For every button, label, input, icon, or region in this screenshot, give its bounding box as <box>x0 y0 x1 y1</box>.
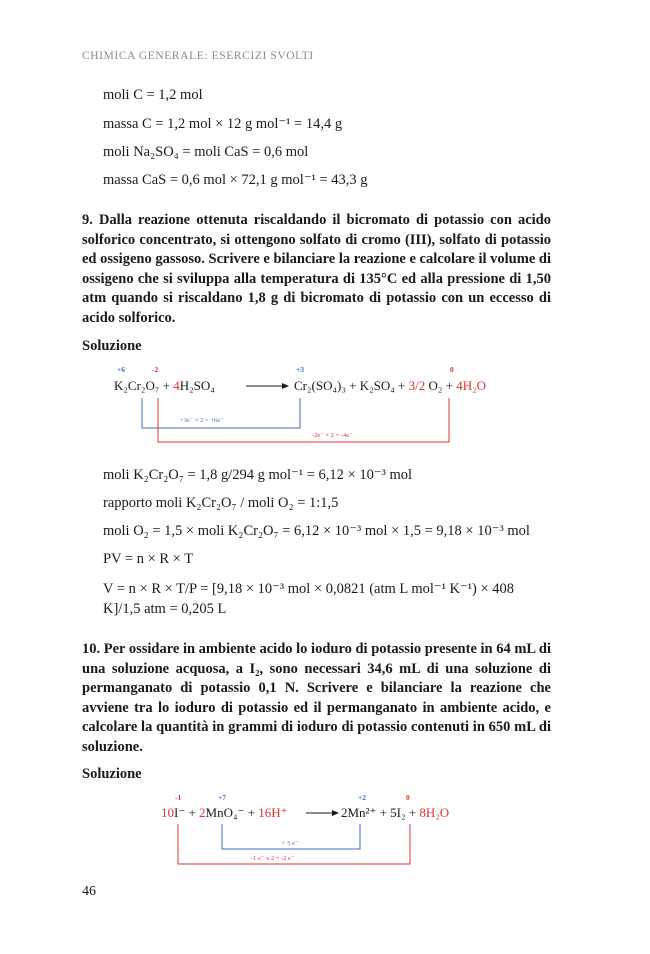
coef-h2so4: 4 <box>173 378 180 393</box>
arrow-head-icon <box>282 383 289 389</box>
ox-state-cr: +6 <box>117 365 126 374</box>
reactant-k2cr2o7: K₂Cr₂O₇ + <box>114 378 174 393</box>
product-o2: O₂ + <box>425 378 457 393</box>
solution-label: Soluzione <box>82 766 142 782</box>
equation-1-right <box>294 378 486 393</box>
calc-line: moli Na₂SO₄ = moli CaS = 0,6 mol <box>103 144 309 160</box>
product-cr2so43: Cr₂(SO₄)₃ + K₂SO₄ + <box>294 378 409 393</box>
reactant-h: 16H⁺ <box>258 805 288 820</box>
calc-line: rapporto moli K₂Cr₂O₇ / moli O₂ = 1:1,5 <box>103 495 339 511</box>
coef-i: 10 <box>161 805 174 820</box>
running-header: CHIMICA GENERALE: ESERCIZI SVOLTI <box>82 50 314 62</box>
product-mn: 2Mn²⁺ + 5I₂ + <box>341 805 420 820</box>
calc-line: moli O₂ = 1,5 × moli K₂Cr₂O₇ = 6,12 × 10⁻³ mol × 1,5 = 9,18 × 10⁻³ mol <box>103 523 530 539</box>
problem-9-text: 9. Dalla reazione ottenuta riscaldando il bicromato di potassio con acido solforico concentrato, si ottengono solfato di cromo (III), solfato di potassio ed ossigeno gassoso. Scrivere e bilanciare la reazione e calcolare il volume di ossigeno che si sviluppa alla temperatura di 135°C ed alla pressione di 1,50 atm quando si riscaldano 1,8 g di bicromato di potassio con un eccesso di acido solforico. <box>82 212 551 326</box>
calc-line: massa CaS = 0,6 mol × 72,1 g mol⁻¹ = 43,3 g <box>103 172 368 188</box>
ox-state-i: -1 <box>175 793 182 802</box>
product-h2o: 4H₂O <box>456 378 487 393</box>
calc-line: moli C = 1,2 mol <box>103 87 203 103</box>
calc-line: V = n × R × T/P = [9,18 × 10⁻³ mol × 0,0821 (atm L mol⁻¹ K⁻¹) × 408 K]/1,5 atm = 0,205 L <box>103 581 515 617</box>
coef-mno4: 2 <box>199 805 206 820</box>
ox-state-mn: +7 <box>218 793 227 802</box>
solution-label: Soluzione <box>82 338 142 354</box>
electron-transfer-red: -1 e⁻ x 2 = -2 e⁻ <box>251 855 295 862</box>
equation-2-right <box>341 805 449 820</box>
ox-state-mn-product: +2 <box>358 793 367 802</box>
calc-line: massa C = 1,2 mol × 12 g mol⁻¹ = 14,4 g <box>103 116 343 132</box>
electron-transfer-blue: + 5 e⁻ <box>282 840 299 847</box>
reactant-h2so4: H₂SO₄ <box>179 378 215 393</box>
calc-line: PV = n × R × T <box>103 551 194 567</box>
redox-equation-2 <box>0 788 650 870</box>
ox-state-cr-product: +3 <box>296 365 305 374</box>
calc-line: moli K₂Cr₂O₇ = 1,8 g/294 g mol⁻¹ = 6,12 × 10⁻³ mol <box>103 467 412 483</box>
page-number: 46 <box>82 884 96 899</box>
redox-equation-1 <box>0 360 650 450</box>
problem-10-text: 10. Per ossidare in ambiente acido lo ioduro di potassio presente in 64 mL di una soluzione acquosa, a I₂, sono necessari 34,6 mL di una soluzione di permanganato di potassio 0,1 N. Scrivere e bilanciare la reazione che avviene tra lo ioduro di potassio ed il permanganato in ambiente acido, e calcolare la quantità in grammi di ioduro di potassio contenuti in 650 mL di soluzione. <box>82 641 552 755</box>
electron-transfer-red: -2e⁻ × 2 = -4e⁻ <box>312 432 353 439</box>
reactant-i: I⁻ + <box>174 805 200 820</box>
ox-state-o: -2 <box>152 365 159 374</box>
equation-1-left <box>114 378 215 393</box>
ox-state-i2: 0 <box>406 793 410 802</box>
electron-transfer-blue: +3e⁻ × 2 = +6e⁻ <box>180 417 224 424</box>
coef-o2: 3/2 <box>408 378 426 393</box>
equation-2-left <box>161 805 287 820</box>
reactant-mno4: MnO₄⁻ + <box>205 805 259 820</box>
product-h2o: 8H₂O <box>419 805 450 820</box>
arrow-head-icon <box>332 810 339 816</box>
ox-state-o2: 0 <box>450 365 454 374</box>
